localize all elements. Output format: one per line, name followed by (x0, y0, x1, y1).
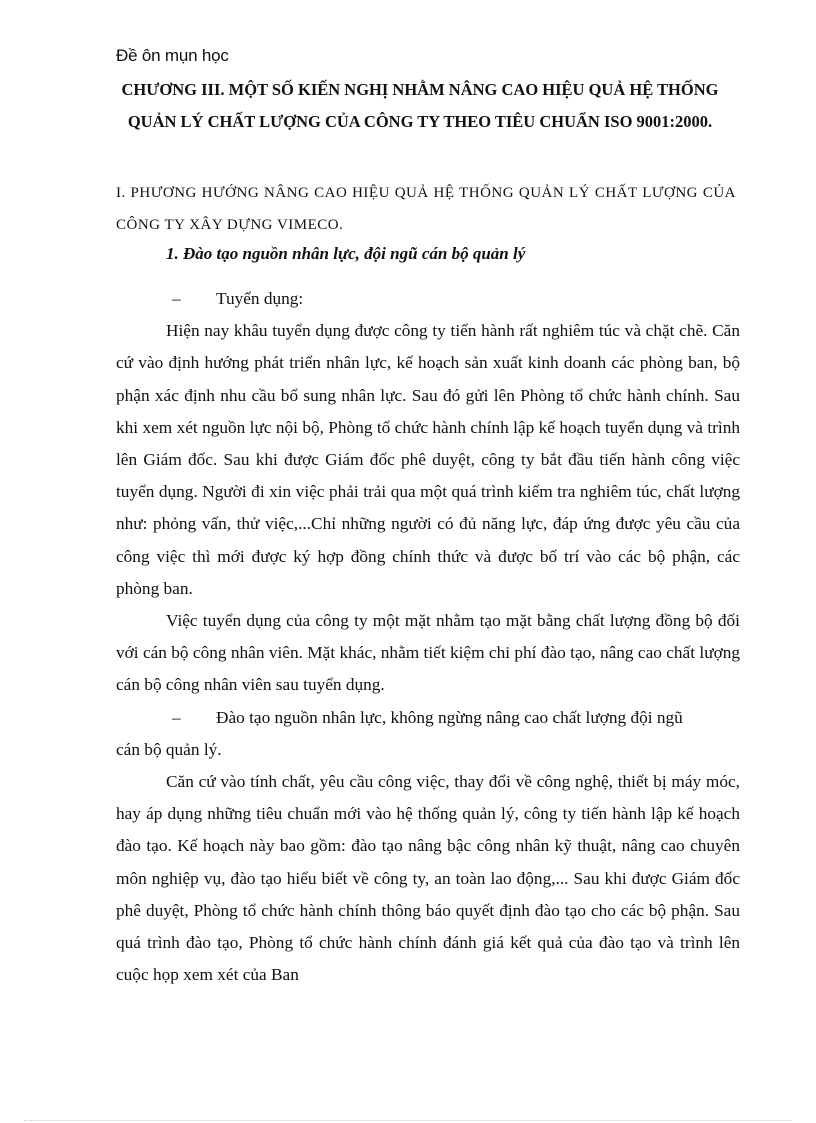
list-item-label: Tuyển dụng: (216, 289, 304, 308)
subsection-title: 1. Đào tạo nguồn nhân lực, đội ngũ cán bộ quản lý (166, 244, 526, 263)
dash-bullet: – (172, 289, 181, 308)
chapter-title: CHƯƠNG III. MỘT SỐ KIẾN NGHỊ NHẰM NÂNG CAO HIỆU QUẢ HỆ THỐNG QUẢN LÝ CHẤT LƯỢNG CỦA CÔNG TY THEO TIÊU CHUẨN ISO 9001:2000. (121, 80, 719, 131)
paragraph: Việc tuyển dụng của công ty một mặt nhằm tạo mặt bằng chất lượng đồng bộ đối với cán bộ công nhân viên. Mặt khác, nhằm tiết kiệm chi phí đào tạo, nâng cao chất lượng cán bộ công nhân viên sau tuyển dụng. (116, 611, 740, 695)
header-note: Đề ôn mụn học (116, 46, 229, 65)
paragraph: Hiện nay khâu tuyển dụng được công ty tiến hành rất nghiêm túc và chặt chẽ. Căn cứ vào định hướng phát triển nhân lực, kế hoạch sản xuất kinh doanh các phòng ban, bộ phận xác định nhu cầu bổ sung nhân lực. Sau đó gửi lên Phòng tổ chức hành chính. Sau khi xem xét nguồn lực nội bộ, Phòng tổ chức hành chính lập kế hoạch tuyển dụng và trình lên Giám đốc. Sau khi được Giám đốc phê duyệt, công ty bắt đầu tiến hành công việc tuyển dụng. Người đi xin việc phải trải qua một quá trình kiểm tra nghiêm túc, chất lượng như: phỏng vấn, thử việc,...Chỉ những người có đủ năng lực, đáp ứng được yêu cầu của công việc thì mới được ký hợp đồng chính thức và được bố trí vào các bộ phận, các phòng ban. (116, 321, 740, 598)
section-title: I. PHƯƠNG HƯỚNG NÂNG CAO HIỆU QUẢ HỆ THỐNG QUẢN LÝ CHẤT LƯỢNG CỦA CÔNG TY XÂY DỰNG VIMECO. (116, 185, 736, 233)
body-text (116, 283, 740, 991)
page-bottom-rule (24, 1120, 792, 1121)
list-item-label-continued: cán bộ quản lý. (116, 739, 222, 759)
list-item-label: Đào tạo nguồn nhân lực, không ngừng nâng cao chất lượng đội ngũ (216, 707, 683, 727)
dash-bullet: – (172, 707, 181, 727)
list-item-recruitment (116, 283, 740, 315)
list-item-training (116, 702, 740, 734)
paragraph: Căn cứ vào tính chất, yêu cầu công việc, thay đổi về công nghệ, thiết bị máy móc, hay áp dụng những tiêu chuẩn mới vào hệ thống quản lý, công ty tiến hành lập kế hoạch đào tạo. Kế hoạch này bao gồm: đào tạo nâng bậc công nhân kỹ thuật, nâng cao chuyên môn nghiệp vụ, đào tạo hiểu biết về công ty, an toàn lao động,... Sau khi được Giám đốc phê duyệt, Phòng tổ chức hành chính thông báo quyết định đào tạo cho các bộ phận. Sau quá trình đào tạo, Phòng tổ chức hành chính đánh giá kết quả của đào tạo và trình lên cuộc họp xem xét của Ban (116, 772, 740, 985)
